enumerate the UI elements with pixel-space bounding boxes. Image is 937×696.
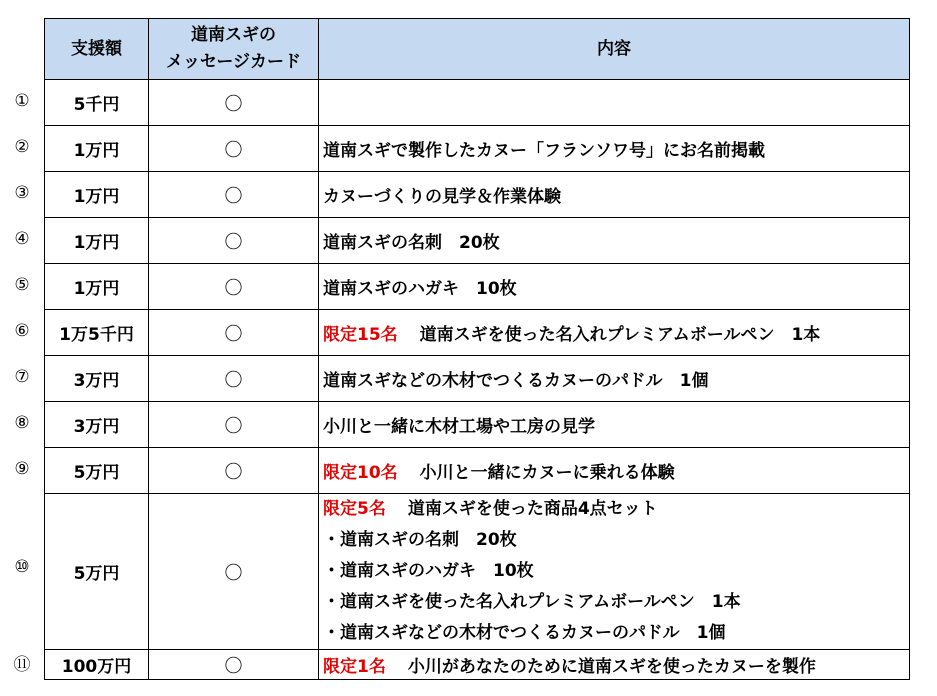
amount-cell: 1万円: [45, 172, 149, 218]
content-cell: [319, 80, 910, 126]
amount-cell: 5千円: [45, 80, 149, 126]
card-cell: 〇: [149, 494, 319, 650]
table-row: [45, 80, 910, 126]
card-cell: 〇: [149, 264, 319, 310]
content-cell: [319, 310, 910, 356]
card-cell: 〇: [149, 402, 319, 448]
amount-cell: 5万円: [45, 494, 149, 650]
content-line: [323, 494, 909, 525]
table-row: [45, 310, 910, 356]
content-text: 小川と一緒にカヌーに乗れる体験: [419, 463, 675, 483]
row-number: ⑤: [14, 275, 30, 295]
row-number: ①: [14, 91, 30, 111]
table-row: [45, 402, 910, 448]
table-row: [45, 448, 910, 494]
table-row: [45, 356, 910, 402]
amount-cell: 3万円: [45, 402, 149, 448]
content-cell: [319, 650, 910, 680]
card-cell: 〇: [149, 310, 319, 356]
content-cell: 小川と一緒に木材工場や工房の見学: [319, 402, 910, 448]
row-number: ⑦: [14, 367, 30, 387]
content-cell: 道南スギなどの木材でつくるカヌーのパドル 1個: [319, 356, 910, 402]
amount-cell: 5万円: [45, 448, 149, 494]
table-row: [45, 650, 910, 680]
row-number: ⑩: [14, 557, 30, 577]
limited-badge: 限定15名: [323, 325, 398, 345]
amount-cell: 1万円: [45, 264, 149, 310]
row-number: ⑨: [14, 459, 30, 479]
row-number: ⑥: [14, 321, 30, 341]
amount-cell: 1万5千円: [45, 310, 149, 356]
card-cell: 〇: [149, 126, 319, 172]
content-cell: カヌーづくりの見学＆作業体験: [319, 172, 910, 218]
row-number: ②: [14, 137, 30, 157]
card-cell: 〇: [149, 172, 319, 218]
set-item: ・道南スギのハガキ 10枚: [323, 561, 534, 581]
table-row: [45, 494, 910, 650]
card-cell: 〇: [149, 448, 319, 494]
amount-cell: 1万円: [45, 126, 149, 172]
content-cell: [319, 448, 910, 494]
card-cell: 〇: [149, 650, 319, 680]
content-text: 道南スギを使った名入れプレミアムボールペン 1本: [419, 325, 821, 345]
header-row: [45, 19, 910, 80]
header-amount: 支援額: [45, 19, 149, 80]
limited-badge: 限定5名: [323, 499, 386, 519]
content-cell: 道南スギで製作したカヌー「フランソワ号」にお名前掲載: [319, 126, 910, 172]
set-item: ・道南スギの名刺 20枚: [323, 530, 517, 550]
card-cell: 〇: [149, 80, 319, 126]
header-content: 内容: [319, 19, 910, 80]
content-cell: 道南スギの名刺 20枚: [319, 218, 910, 264]
amount-cell: 100万円: [45, 650, 149, 680]
set-item: ・道南スギなどの木材でつくるカヌーのパドル 1個: [323, 623, 726, 643]
table-row: [45, 264, 910, 310]
header-card-line2: メッセージカード: [166, 52, 301, 72]
row-number: ⑪: [13, 655, 31, 675]
table-row: [45, 218, 910, 264]
row-number: ④: [14, 229, 30, 249]
table-row: [45, 126, 910, 172]
amount-cell: 3万円: [45, 356, 149, 402]
content-text: 小川があなたのために道南スギを使ったカヌーを製作: [407, 657, 816, 677]
content-cell: [319, 494, 910, 650]
limited-badge: 限定10名: [323, 463, 398, 483]
table-row: [45, 172, 910, 218]
limited-badge: 限定1名: [323, 657, 386, 677]
amount-cell: 1万円: [45, 218, 149, 264]
header-card-line1: 道南スギの: [191, 25, 276, 45]
set-item: ・道南スギを使った名入れプレミアムボールペン 1本: [323, 592, 741, 612]
card-cell: 〇: [149, 356, 319, 402]
content-cell: 道南スギのハガキ 10枚: [319, 264, 910, 310]
header-message-card: [149, 19, 319, 80]
row-number: ⑧: [14, 413, 30, 433]
reward-table: [44, 18, 910, 680]
row-number: ③: [14, 183, 30, 203]
content-text: 道南スギを使った商品4点セット: [407, 499, 658, 519]
card-cell: 〇: [149, 218, 319, 264]
